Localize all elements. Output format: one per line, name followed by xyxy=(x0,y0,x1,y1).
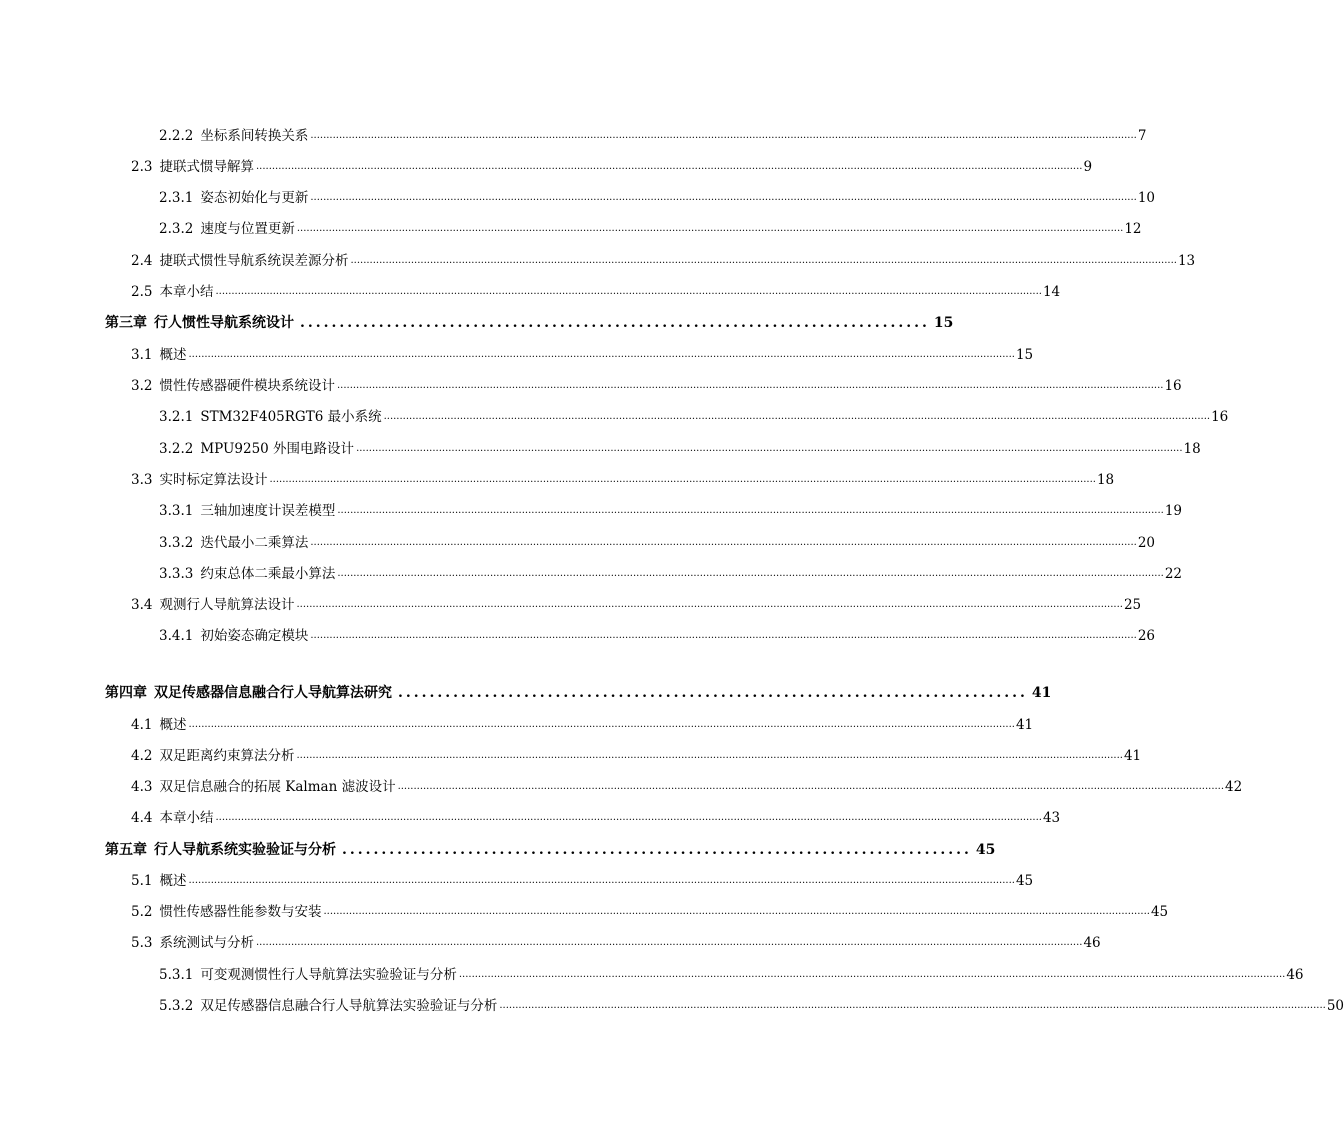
toc-entry[interactable] xyxy=(131,712,1034,734)
toc-title: 概述 xyxy=(159,873,187,889)
toc-page-number: 41 xyxy=(1015,717,1034,733)
toc-title: 概述 xyxy=(159,717,187,733)
toc-title: 双足距离约束算法分析 xyxy=(159,748,295,764)
toc-entry[interactable] xyxy=(131,279,1061,301)
toc-number: 2.3 xyxy=(131,159,153,175)
toc-dot-leader: .................................................................................................................................................................................................................................................................... xyxy=(310,192,1137,203)
toc-number: 5.1 xyxy=(131,873,153,889)
toc-title: 约束总体二乘最小算法 xyxy=(200,566,336,582)
toc-number: 第四章 xyxy=(105,685,147,701)
toc-page-number: 13 xyxy=(1177,253,1196,269)
toc-page-number: 45 xyxy=(975,842,996,858)
toc-number: 2.5 xyxy=(131,284,153,300)
toc-number: 4.3 xyxy=(131,779,153,795)
toc-title: 惯性传感器性能参数与安装 xyxy=(159,904,322,920)
toc-number: 3.4 xyxy=(131,597,153,613)
toc-dot-leader: .................................................................................................................................................................................................................................................................... xyxy=(337,568,1164,579)
toc-page-number: 15 xyxy=(933,315,954,331)
toc-title: 速度与位置更新 xyxy=(200,221,295,237)
toc-number: 5.3 xyxy=(131,935,153,951)
toc-title: 概述 xyxy=(159,347,187,363)
toc-dot-leader: .................................................................................................................................................................................................................................................................... xyxy=(255,161,1083,172)
toc-page-number: 45 xyxy=(1015,873,1034,889)
toc-dot-leader: .................................................................................................................................................................................................................................................................... xyxy=(337,505,1164,516)
toc-number: 第三章 xyxy=(105,315,147,331)
toc-entry[interactable] xyxy=(159,404,1229,426)
toc-title: 初始姿态确定模块 xyxy=(200,628,309,644)
toc-dot-leader: .................................................................................................................................................................................................................................................................... xyxy=(188,719,1015,730)
toc-number: 4.2 xyxy=(131,748,153,764)
toc-dot-leader: .................................................................................................................................................................................................................................................................... xyxy=(296,599,1123,610)
toc-dot-leader: .................................................................................................................................................................................................................................................................... xyxy=(296,750,1123,761)
toc-dot-leader: .................................................................................................................................................................................................................................................................... xyxy=(397,781,1225,792)
toc-page-number: 15 xyxy=(1015,347,1034,363)
toc-number: 5.3.2 xyxy=(159,998,194,1014)
toc-entry[interactable] xyxy=(131,743,1142,765)
toc-title: STM32F405RGT6 最小系统 xyxy=(200,409,382,425)
toc-dot-leader: ................................................................................ xyxy=(398,685,1028,701)
toc-page-number: 10 xyxy=(1137,190,1156,206)
toc-entry[interactable] xyxy=(159,185,1156,207)
toc-page-number: 43 xyxy=(1042,810,1061,826)
toc-number: 3.2.1 xyxy=(159,409,194,425)
toc-page-number: 22 xyxy=(1164,566,1183,582)
toc-entry[interactable] xyxy=(131,899,1169,921)
toc-number: 3.1 xyxy=(131,347,153,363)
toc-entry[interactable] xyxy=(159,123,1147,145)
toc-title: 姿态初始化与更新 xyxy=(200,190,309,206)
toc-chapter-entry[interactable] xyxy=(105,680,1052,702)
toc-dot-leader: .................................................................................................................................................................................................................................................................... xyxy=(383,411,1211,422)
toc-page-number: 26 xyxy=(1137,628,1156,644)
toc-title: 惯性传感器硬件模块系统设计 xyxy=(159,378,335,394)
toc-number: 5.3.1 xyxy=(159,967,194,983)
toc-number: 3.3.2 xyxy=(159,535,194,551)
toc-dot-leader: ................................................................................ xyxy=(300,315,930,331)
toc-dot-leader: .................................................................................................................................................................................................................................................................... xyxy=(215,286,1042,297)
toc-page-number: 41 xyxy=(1123,748,1142,764)
toc-number: 3.3.1 xyxy=(159,503,194,519)
toc-entry[interactable] xyxy=(131,930,1101,952)
toc-entry[interactable] xyxy=(159,436,1201,458)
toc-page-number: 16 xyxy=(1211,409,1229,425)
toc-title: 观测行人导航算法设计 xyxy=(159,597,295,613)
toc-dot-leader: ................................................................................ xyxy=(342,842,972,858)
toc-chapter-entry[interactable] xyxy=(105,837,996,859)
toc-dot-leader: .................................................................................................................................................................................................................................................................... xyxy=(356,443,1183,454)
toc-page-number: 25 xyxy=(1123,597,1142,613)
toc-number: 3.2.2 xyxy=(159,441,194,457)
toc-page-number: 7 xyxy=(1137,128,1147,144)
toc-number: 2.3.2 xyxy=(159,221,194,237)
toc-page-number: 46 xyxy=(1286,967,1304,983)
toc-dot-leader: .................................................................................................................................................................................................................................................................... xyxy=(310,537,1137,548)
toc-page-number: 46 xyxy=(1083,935,1101,951)
toc-number: 5.2 xyxy=(131,904,153,920)
toc-dot-leader: .................................................................................................................................................................................................................................................................... xyxy=(310,630,1137,641)
toc-entry[interactable] xyxy=(131,868,1034,890)
toc-entry[interactable] xyxy=(131,154,1093,176)
toc-page-number: 9 xyxy=(1083,159,1093,175)
toc-entry[interactable] xyxy=(159,962,1304,984)
toc-entry[interactable] xyxy=(131,592,1142,614)
toc-entry[interactable] xyxy=(131,467,1115,489)
toc-page-number: 19 xyxy=(1164,503,1183,519)
toc-title: 三轴加速度计误差模型 xyxy=(200,503,336,519)
toc-page-number: 16 xyxy=(1164,378,1182,394)
toc-entry[interactable] xyxy=(159,498,1183,520)
toc-number: 第五章 xyxy=(105,842,147,858)
toc-number: 3.4.1 xyxy=(159,628,194,644)
toc-page-number: 14 xyxy=(1042,284,1061,300)
toc-dot-leader: .................................................................................................................................................................................................................................................................... xyxy=(323,906,1150,917)
toc-title: 双足信息融合的拓展 Kalman 滤波设计 xyxy=(159,779,396,795)
toc-entry[interactable] xyxy=(131,248,1196,270)
toc-number: 2.2.2 xyxy=(159,128,194,144)
toc-page-number: 50 xyxy=(1326,998,1344,1014)
toc-dot-leader: .................................................................................................................................................................................................................................................................... xyxy=(188,349,1015,360)
toc-dot-leader: .................................................................................................................................................................................................................................................................... xyxy=(336,380,1164,391)
toc-page-number: 42 xyxy=(1225,779,1243,795)
toc-entry[interactable] xyxy=(159,216,1142,238)
toc-title: 行人惯性导航系统设计 xyxy=(154,315,294,331)
toc-chapter-entry[interactable] xyxy=(105,310,954,332)
toc-entry[interactable] xyxy=(131,342,1034,364)
toc-number: 3.2 xyxy=(131,378,153,394)
toc-entry[interactable] xyxy=(131,774,1243,796)
toc-title: 实时标定算法设计 xyxy=(159,472,268,488)
toc-number: 3.3.3 xyxy=(159,566,194,582)
toc-dot-leader: .................................................................................................................................................................................................................................................................... xyxy=(458,969,1286,980)
toc-entry[interactable] xyxy=(131,373,1182,395)
toc-page-number: 45 xyxy=(1150,904,1169,920)
toc-dot-leader: .................................................................................................................................................................................................................................................................... xyxy=(499,1000,1326,1011)
toc-page-number: 18 xyxy=(1096,472,1115,488)
toc-title: 捷联式惯导解算 xyxy=(159,159,254,175)
toc-entry[interactable] xyxy=(159,530,1156,552)
toc-dot-leader: .................................................................................................................................................................................................................................................................... xyxy=(255,937,1083,948)
toc-number: 2.3.1 xyxy=(159,190,194,206)
toc-page-number: 20 xyxy=(1137,535,1156,551)
toc-title: MPU9250 外围电路设计 xyxy=(200,441,355,457)
toc-dot-leader: .................................................................................................................................................................................................................................................................... xyxy=(215,812,1042,823)
toc-entry[interactable] xyxy=(159,993,1344,1015)
toc-dot-leader: .................................................................................................................................................................................................................................................................... xyxy=(350,255,1177,266)
toc-title: 迭代最小二乘算法 xyxy=(200,535,309,551)
toc-title: 坐标系间转换关系 xyxy=(200,128,309,144)
toc-title: 行人导航系统实验验证与分析 xyxy=(154,842,336,858)
toc-title: 可变观测惯性行人导航算法实验验证与分析 xyxy=(200,967,457,983)
toc-dot-leader: .................................................................................................................................................................................................................................................................... xyxy=(296,223,1124,234)
toc-number: 2.4 xyxy=(131,253,153,269)
toc-number: 3.3 xyxy=(131,472,153,488)
toc-title: 双足传感器信息融合行人导航算法研究 xyxy=(154,685,392,701)
toc-title: 系统测试与分析 xyxy=(159,935,254,951)
toc-page-number: 41 xyxy=(1031,685,1052,701)
toc-entry[interactable] xyxy=(131,805,1061,827)
toc-dot-leader: .................................................................................................................................................................................................................................................................... xyxy=(188,875,1015,886)
toc-title: 本章小结 xyxy=(159,284,214,300)
toc-number: 4.4 xyxy=(131,810,153,826)
toc-dot-leader: .................................................................................................................................................................................................................................................................... xyxy=(269,474,1096,485)
toc-number: 4.1 xyxy=(131,717,153,733)
toc-title: 本章小结 xyxy=(159,810,214,826)
toc-dot-leader: .................................................................................................................................................................................................................................................................... xyxy=(310,130,1137,141)
toc-page-number: 18 xyxy=(1183,441,1201,457)
toc-title: 双足传感器信息融合行人导航算法实验验证与分析 xyxy=(200,998,498,1014)
toc-title: 捷联式惯性导航系统误差源分析 xyxy=(159,253,349,269)
toc-page-number: 12 xyxy=(1124,221,1142,237)
toc-entry[interactable] xyxy=(159,623,1156,645)
toc-entry[interactable] xyxy=(159,561,1183,583)
